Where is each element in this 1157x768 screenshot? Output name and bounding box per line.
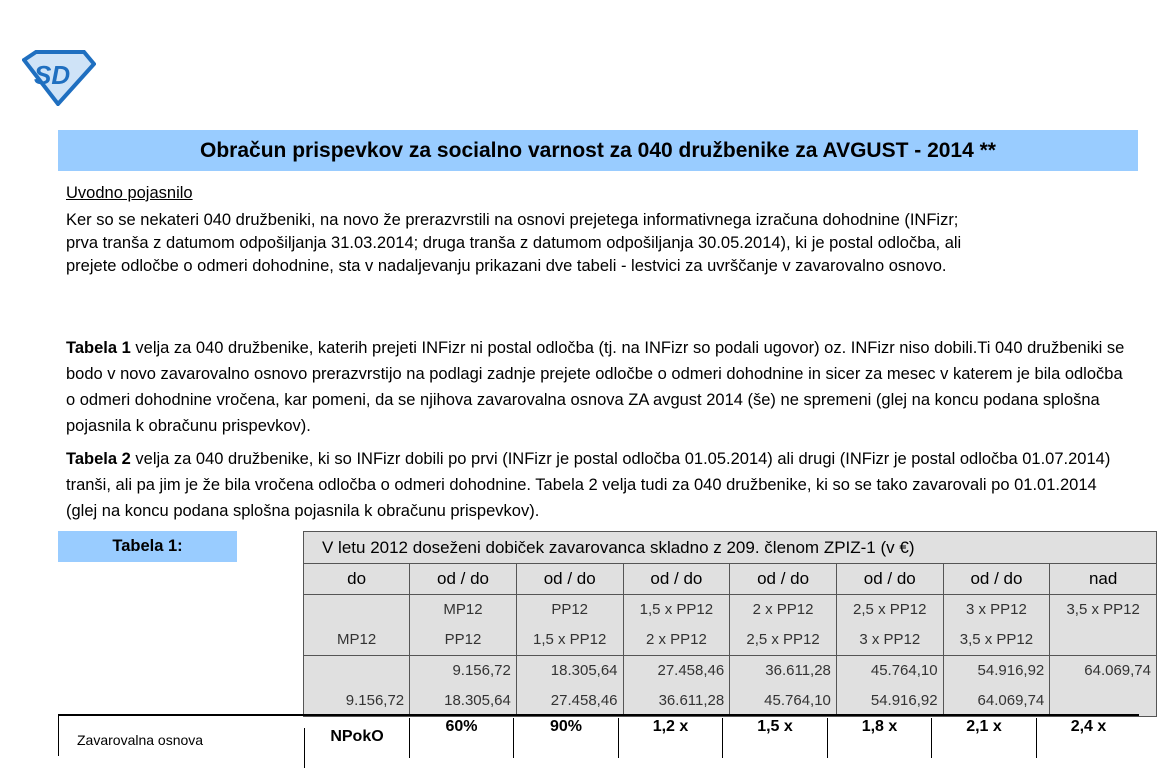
osnova-cell: 2,4 x <box>1036 718 1141 758</box>
base-from: 3,5 x PP12 <box>1066 601 1140 618</box>
amount-from: 27.458,46 <box>657 662 725 679</box>
amount-from <box>304 656 404 686</box>
intro-paragraph <box>66 209 1146 278</box>
column-header: nad <box>1050 564 1157 595</box>
svg-text:SD: SD <box>34 60 71 90</box>
base-to <box>1050 625 1156 655</box>
table1-caption: V letu 2012 doseženi dobiček zavarovanca skladno z 209. členom ZPIZ-1 (v €) <box>304 532 1157 564</box>
osnova-cell: NPokO <box>304 728 409 768</box>
base-from: MP12 <box>443 601 483 618</box>
amount-to: 64.069,74 <box>977 692 1045 709</box>
column-header: do <box>304 564 410 595</box>
base-to: 2,5 x PP12 <box>746 631 820 648</box>
table-cell <box>730 595 837 656</box>
osnova-cell: 60% <box>409 718 514 758</box>
table-cell <box>623 595 730 656</box>
base-to: PP12 <box>444 631 482 648</box>
amount-to: 54.916,92 <box>870 692 938 709</box>
page-title: Obračun prispevkov za socialno varnost za 040 družbenike za AVGUST - 2014 ** <box>58 130 1138 171</box>
column-header: od / do <box>943 564 1050 595</box>
intro-line: Ker so se nekateri 040 družbeniki, na novo že prerazvrstili na osnovi prejetega informativnega izračuna dohodnine (INFizr; <box>66 211 959 229</box>
amount-to: 9.156,72 <box>345 692 405 709</box>
amount-from: 45.764,10 <box>870 662 938 679</box>
osnova-cell: 1,2 x <box>618 718 723 758</box>
table1-osnova-row <box>58 714 1139 756</box>
base-from: PP12 <box>551 601 589 618</box>
base-to: 3,5 x PP12 <box>959 631 1034 648</box>
table-cell <box>1050 656 1157 717</box>
amount-from: 18.305,64 <box>550 662 618 679</box>
table-cell <box>730 656 837 717</box>
table-cell <box>623 656 730 717</box>
table-cell <box>1050 595 1157 656</box>
table-cell <box>410 595 517 656</box>
table1 <box>303 531 1157 717</box>
column-header: od / do <box>410 564 517 595</box>
base-from: 2 x PP12 <box>752 601 814 618</box>
tabela2-paragraph <box>66 446 1126 524</box>
intro-line: prva tranša z datumom odpošiljanja 31.03.2014; druga tranša z datumom odpošiljanja 30.05.2014), ki je postal odločba, ali <box>66 234 962 252</box>
base-to: MP12 <box>336 631 377 648</box>
column-header: od / do <box>623 564 730 595</box>
base-from: 1,5 x PP12 <box>639 601 714 618</box>
osnova-cell: 2,1 x <box>931 718 1036 758</box>
table-cell <box>943 595 1050 656</box>
column-header: od / do <box>730 564 837 595</box>
intro-heading: Uvodno pojasnilo <box>66 184 193 202</box>
intro-line: prejete odločbe o odmeri dohodnine, sta v nadaljevanju prikazani dve tabeli - lestvici za uvrščanje v zavarovalno osnovo. <box>66 257 947 275</box>
table1-label: Tabela 1: <box>58 531 237 562</box>
table-cell <box>516 656 623 717</box>
osnova-cell: 90% <box>513 718 618 758</box>
base-from: 2,5 x PP12 <box>853 601 927 618</box>
amount-from: 54.916,92 <box>977 662 1045 679</box>
base-from: 3 x PP12 <box>966 601 1027 618</box>
table-cell <box>943 656 1050 717</box>
osnova-cell: 1,5 x <box>722 718 827 758</box>
base-from <box>304 595 409 625</box>
tabela2-ref: Tabela 2 <box>66 450 131 468</box>
tabela1-paragraph <box>66 335 1126 439</box>
amount-from: 9.156,72 <box>452 662 511 679</box>
base-to: 3 x PP12 <box>859 631 921 648</box>
amount-to: 36.611,28 <box>658 692 725 709</box>
tabela1-text: velja za 040 družbenike, katerih prejeti INFizr ni postal odločba (tj. na INFizr so podali ugovor) oz. INFizr niso dobili.Ti 040 družbeniki se bodo v novo zavarovalno osnovo prerazvrstijo na podlagi zadnje prejete odločbe o odmeri dohodnine in sicer za mesec v katerem je bila odločba o odmeri dohodnine vročena, kar pomeni, da se njihova zavarovalna osnova ZA avgust 2014 (še) ne spremeni (glej na koncu podana splošna pojasnila k obračunu prispevkov). <box>66 339 1125 435</box>
amount-to: 45.764,10 <box>764 692 831 709</box>
amount-to: 18.305,64 <box>444 692 511 709</box>
table-cell <box>836 656 943 717</box>
amount-to <box>1050 686 1151 716</box>
table-cell <box>304 656 410 717</box>
base-to: 1,5 x PP12 <box>532 631 607 648</box>
row-label: Zavarovalna osnova <box>77 732 204 748</box>
table-cell <box>410 656 517 717</box>
osnova-cell: 1,8 x <box>827 718 932 758</box>
tabela2-text: velja za 040 družbenike, ki so INFizr dobili po prvi (INFizr je postal odločba 01.05.2014) ali drugi (INFizr je postal odločba 01.07.2014) tranši, ali pa jim je že bila vročena odločba o odmeri dohodnine. Tabela 2 velja tudi za 040 družbenike, ki so se tako zavarovali po 01.01.2014 (glej na koncu podana splošna pojasnila k obračunu prispevkov). <box>66 450 1111 520</box>
company-logo <box>22 50 96 106</box>
column-header: od / do <box>836 564 943 595</box>
amount-to: 27.458,46 <box>550 692 618 709</box>
base-to: 2 x PP12 <box>645 631 707 648</box>
table-cell <box>304 595 410 656</box>
amount-from: 64.069,74 <box>1084 662 1151 679</box>
column-header: od / do <box>516 564 623 595</box>
tabela1-ref: Tabela 1 <box>66 339 131 357</box>
table-cell <box>836 595 943 656</box>
table-cell <box>516 595 623 656</box>
amount-from: 36.611,28 <box>765 662 831 679</box>
